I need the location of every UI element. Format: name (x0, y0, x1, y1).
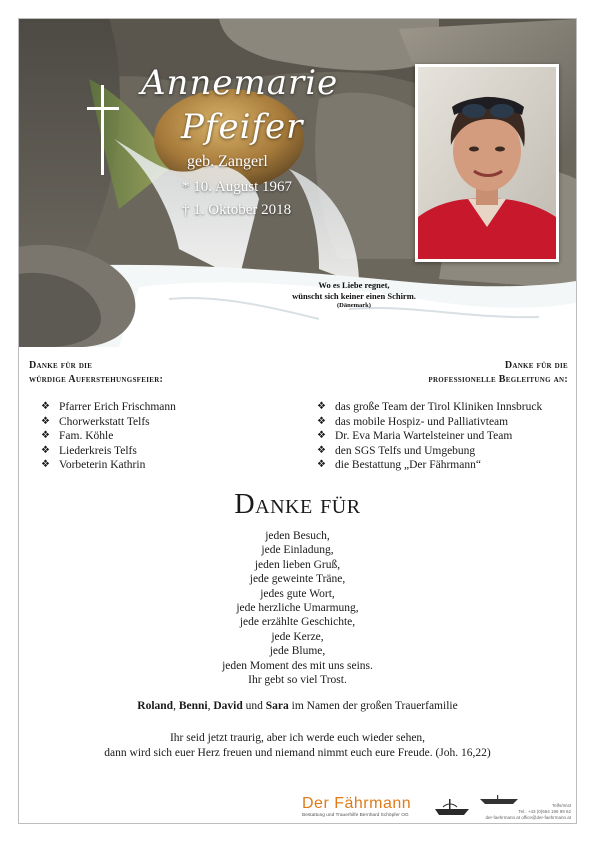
poem-line: jede geweinte Träne, (249, 573, 346, 586)
right-title-line-1: Danke für die (504, 360, 568, 371)
poem-line: jeden lieben Gruß, (254, 558, 341, 571)
left-thanks-list (41, 400, 176, 473)
contact-info (485, 803, 571, 821)
quote-line-2: wünscht sich keiner einen Schirm. (292, 291, 416, 302)
list-item (317, 415, 542, 430)
portrait-image (418, 67, 556, 259)
obituary-card (18, 18, 577, 824)
closing-line-1: Ihr seid jetzt traurig, aber ich werde euch wieder sehen, (169, 732, 426, 744)
diamond-bullet-icon: ❖ (41, 444, 50, 456)
birth-date: * 10. August 1967 (182, 179, 293, 195)
diamond-bullet-icon: ❖ (41, 430, 50, 442)
contact-line: der-faehrmann.at office@der-faehrmann.at (485, 815, 571, 820)
list-item-text: die Bestattung „Der Fährmann“ (335, 459, 481, 472)
family-suffix: im Namen der großen Trauerfamilie (288, 700, 458, 712)
poem-line: jede herzliche Umarmung, (236, 602, 359, 615)
contact-line: Tel.: +43 (0)664 195 99 62 (518, 809, 571, 814)
poem-line: jede Kerze, (271, 630, 324, 643)
poem-line: jede Einladung, (261, 544, 334, 557)
family-separator: , (173, 700, 179, 712)
poem-line: jeden Besuch, (265, 530, 330, 542)
footer (19, 795, 576, 823)
list-item (41, 415, 176, 430)
contact-line: Telfs/Imst (551, 803, 571, 808)
quote-line-1: Wo es Liebe regnet, (318, 280, 390, 290)
list-item-text: das mobile Hospiz- und Palliativteam (335, 415, 509, 428)
poem-line: jedes gute Wort, (260, 587, 335, 600)
list-item-text: den SGS Telfs und Umgebung (335, 444, 476, 457)
first-name: Annemarie (141, 63, 339, 103)
brand-logo: Der Fährmann (302, 795, 412, 812)
right-thanks-list (317, 400, 542, 473)
closing-verse (19, 731, 576, 760)
death-date: † 1. Oktober 2018 (182, 202, 292, 218)
diamond-bullet-icon: ❖ (317, 415, 326, 427)
quote-source: (Dänemark) (337, 302, 371, 310)
diamond-bullet-icon: ❖ (317, 430, 326, 442)
list-item (317, 458, 542, 473)
left-title-line-1: Danke für die (29, 360, 93, 371)
list-item (317, 400, 542, 415)
last-name: Pfeifer (181, 107, 304, 147)
brand-subtitle: Bestattung und Trauerhilfe Bernhard Schöpfer OG (302, 813, 409, 818)
family-signature (19, 700, 576, 712)
family-name: Benni (178, 700, 208, 712)
list-item (41, 400, 176, 415)
quote (259, 280, 449, 311)
poem-line: jede Blume, (269, 645, 326, 658)
diamond-bullet-icon: ❖ (317, 444, 326, 456)
poem (19, 529, 576, 687)
right-title-line-2: professionelle Begleitung an: (428, 373, 568, 385)
maiden-name: geb. Zangerl (187, 153, 268, 170)
danke-heading: Danke für (234, 489, 361, 520)
family-separator: und (242, 700, 266, 712)
diamond-bullet-icon: ❖ (317, 401, 326, 412)
left-column-title (29, 359, 163, 386)
list-item-text: Liederkreis Telfs (59, 444, 137, 457)
diamond-bullet-icon: ❖ (41, 401, 50, 412)
closing-line-2: dann wird sich euer Herz freuen und niemand nimmt euch eure Freude. (Joh. 16,22) (104, 746, 491, 759)
hero-photo (19, 19, 576, 347)
left-title-line-2: würdige Auferstehungsfeier: (29, 373, 164, 385)
list-item-text: Chorwerkstatt Telfs (59, 415, 150, 428)
boat-icon (433, 797, 471, 817)
family-name: Roland (137, 700, 174, 712)
cross-icon (87, 85, 119, 175)
family-separator: , (207, 700, 214, 712)
list-item-text: Fam. Köhle (59, 430, 114, 443)
list-item (317, 429, 542, 444)
list-item (41, 429, 176, 444)
list-item-text: Vorbeterin Kathrin (59, 459, 146, 472)
diamond-bullet-icon: ❖ (317, 459, 326, 471)
list-item-text: das große Team der Tirol Kliniken Innsbruck (335, 401, 543, 413)
portrait-photo (415, 64, 559, 262)
family-name: Sara (265, 700, 289, 712)
family-name: David (213, 700, 243, 712)
list-item-text: Pfarrer Erich Frischmann (59, 401, 176, 413)
diamond-bullet-icon: ❖ (41, 415, 50, 427)
poem-line: Ihr gebt so viel Trost. (248, 674, 347, 687)
list-item (41, 458, 176, 473)
right-column-title (428, 359, 568, 386)
diamond-bullet-icon: ❖ (41, 459, 50, 471)
poem-line: jede erzählte Geschichte, (239, 616, 356, 629)
poem-line: jeden Moment des mit uns seins. (222, 659, 373, 672)
list-item (41, 444, 176, 459)
list-item-text: Dr. Eva Maria Wartelsteiner und Team (335, 430, 513, 443)
list-item (317, 444, 542, 459)
